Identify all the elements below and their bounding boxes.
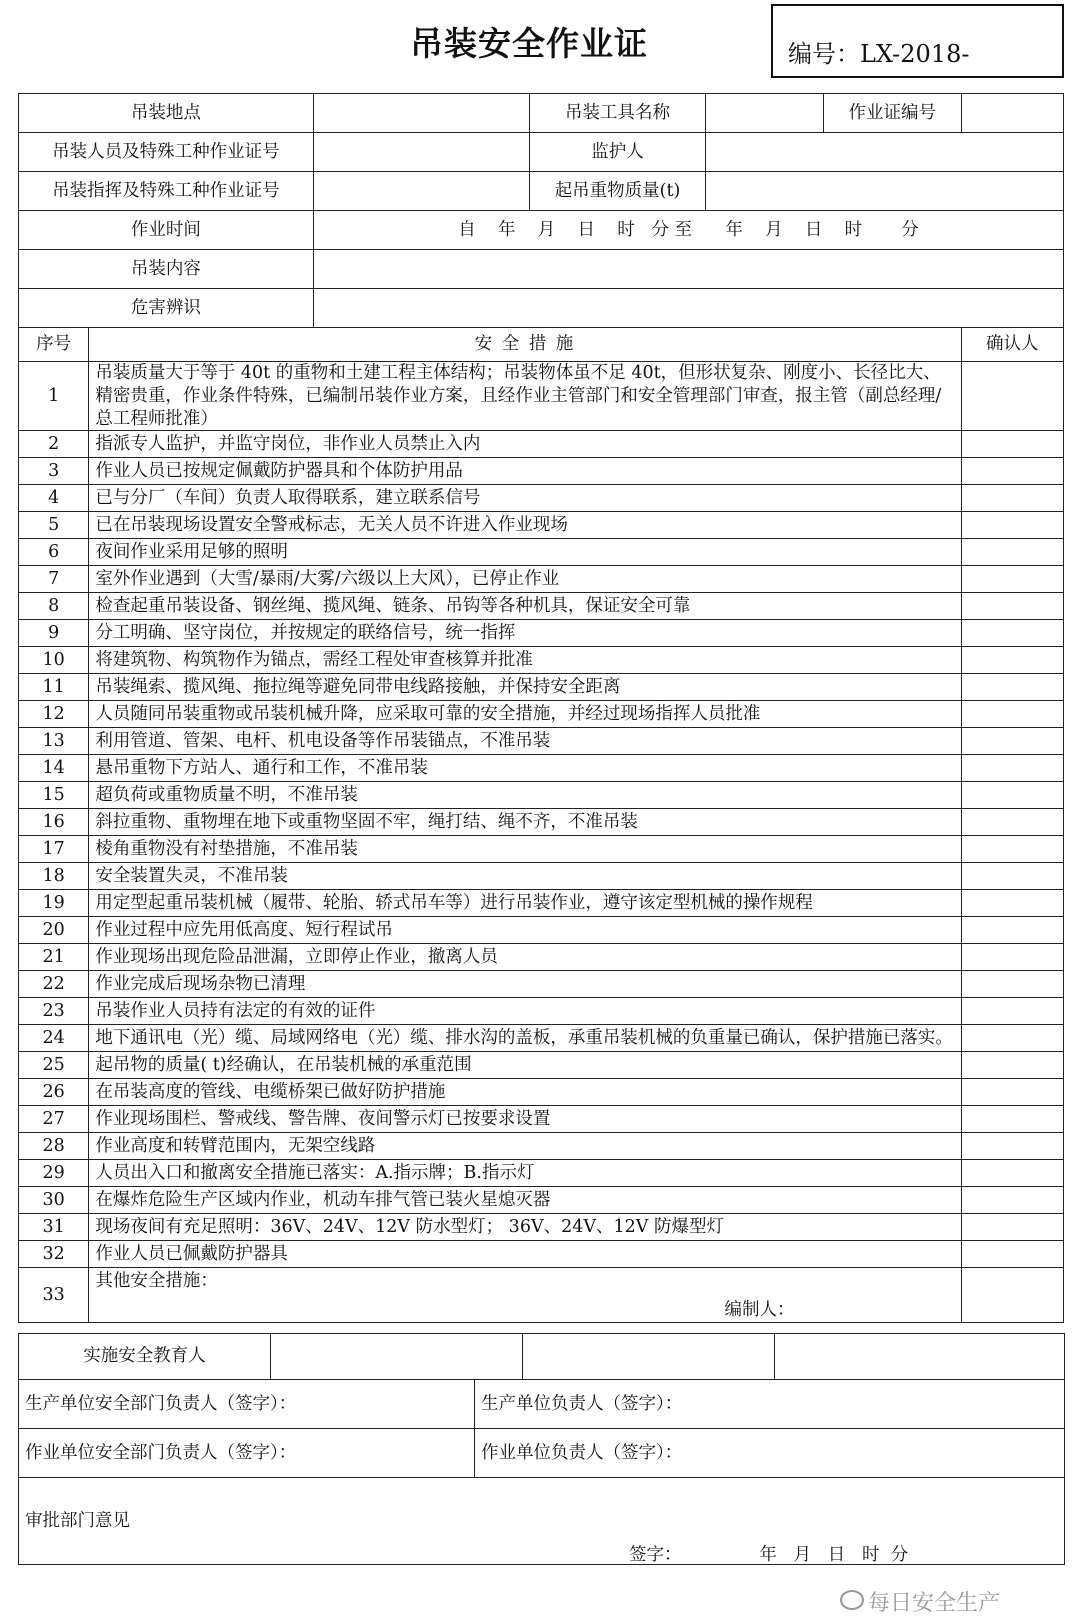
approval-field[interactable] xyxy=(19,1478,1065,1565)
row-other-measures xyxy=(19,1268,1064,1323)
measure-no: 13 xyxy=(19,728,89,755)
measure-no: 16 xyxy=(19,809,89,836)
confirm-cell[interactable] xyxy=(961,1133,1063,1160)
measure-text: 检查起重吊装设备、钢丝绳、揽风绳、链条、吊钩等各种机具，保证安全可靠 xyxy=(89,593,961,620)
confirm-cell[interactable] xyxy=(961,1106,1063,1133)
measure-text: 作业现场出现危险品泄漏，立即停止作业，撤离人员 xyxy=(89,944,961,971)
measure-row xyxy=(19,701,1064,728)
measure-text: 利用管道、管架、电杆、机电设备等作吊装锚点，不准吊装 xyxy=(89,728,961,755)
measure-no: 20 xyxy=(19,917,89,944)
measure-no: 32 xyxy=(19,1241,89,1268)
measure-no: 4 xyxy=(19,485,89,512)
measure-text: 现场夜间有充足照明：36V、24V、12V 防水型灯； 36V、24V、12V 防爆型灯 xyxy=(89,1214,961,1241)
operation-head-sign[interactable]: 作业单位负责人（签字）： xyxy=(475,1429,1065,1478)
measure-text: 地下通讯电（光）缆、局域网络电（光）缆、排水沟的盖板，承重吊装机械的负重量已确认，保护措施已落实。 xyxy=(89,1025,961,1052)
measures-header-row xyxy=(19,328,1064,362)
wechat-icon xyxy=(840,1590,864,1610)
watermark-text: 每日安全生产 xyxy=(868,1591,1001,1616)
tool-label: 吊装工具名称 xyxy=(530,94,706,133)
confirm-cell[interactable] xyxy=(961,1052,1063,1079)
measure-row xyxy=(19,863,1064,890)
other-measures-label: 其他安全措施： xyxy=(95,1271,218,1292)
measure-row xyxy=(19,1214,1064,1241)
content-label: 吊装内容 xyxy=(19,250,314,289)
measure-text: 作业人员已佩戴防护器具 xyxy=(89,1241,961,1268)
measure-row xyxy=(19,593,1064,620)
supervisor-label: 监护人 xyxy=(530,133,706,172)
confirm-cell[interactable] xyxy=(961,890,1063,917)
measure-text: 作业高度和转臂范围内，无架空线路 xyxy=(89,1133,961,1160)
measures-no-header: 序号 xyxy=(19,328,89,362)
confirm-cell[interactable] xyxy=(961,485,1063,512)
confirm-cell[interactable] xyxy=(961,863,1063,890)
measure-no: 1 xyxy=(19,362,89,431)
measure-text: 将建筑物、构筑物作为锚点，需经工程处审查核算并批准 xyxy=(89,647,961,674)
confirm-cell[interactable] xyxy=(961,836,1063,863)
confirm-cell[interactable] xyxy=(961,593,1063,620)
measure-row xyxy=(19,944,1064,971)
confirm-cell[interactable] xyxy=(961,362,1063,431)
measure-row xyxy=(19,485,1064,512)
confirm-cell[interactable] xyxy=(961,512,1063,539)
education-field-2[interactable] xyxy=(523,1334,775,1380)
measure-text: 分工明确、坚守岗位，并按规定的联络信号，统一指挥 xyxy=(89,620,961,647)
commander-field[interactable] xyxy=(313,172,529,211)
row-personnel xyxy=(19,133,1064,172)
confirm-cell[interactable] xyxy=(961,1079,1063,1106)
measure-no: 25 xyxy=(19,1052,89,1079)
measure-row xyxy=(19,917,1064,944)
measure-row xyxy=(19,728,1064,755)
measure-no: 11 xyxy=(19,674,89,701)
serial-number-box xyxy=(771,4,1064,78)
measure-no: 10 xyxy=(19,647,89,674)
row-operation-sign xyxy=(19,1429,1065,1478)
measure-no: 33 xyxy=(19,1268,89,1323)
measure-no: 6 xyxy=(19,539,89,566)
measure-row xyxy=(19,1187,1064,1214)
confirm-cell[interactable] xyxy=(961,431,1063,458)
row-hazard xyxy=(19,289,1064,328)
operation-safety-sign[interactable]: 作业单位安全部门负责人（签字）： xyxy=(19,1429,475,1478)
measure-no: 19 xyxy=(19,890,89,917)
confirm-cell[interactable] xyxy=(961,998,1063,1025)
row-production-sign xyxy=(19,1380,1065,1429)
measure-no: 23 xyxy=(19,998,89,1025)
row-commander xyxy=(19,172,1064,211)
education-table xyxy=(18,1333,1065,1380)
confirm-cell[interactable] xyxy=(961,917,1063,944)
supervisor-field[interactable] xyxy=(705,133,1063,172)
measure-row xyxy=(19,566,1064,593)
measure-row xyxy=(19,755,1064,782)
approval-sign-line: 签字： 年 月 日 时 分 xyxy=(629,1545,909,1565)
measure-no: 8 xyxy=(19,593,89,620)
site-field[interactable] xyxy=(313,94,529,133)
confirm-cell[interactable] xyxy=(961,566,1063,593)
measure-row xyxy=(19,647,1064,674)
measure-no: 5 xyxy=(19,512,89,539)
confirm-cell[interactable] xyxy=(961,971,1063,998)
measure-no: 15 xyxy=(19,782,89,809)
confirm-cell[interactable] xyxy=(961,620,1063,647)
measure-row xyxy=(19,674,1064,701)
measure-text: 在爆炸危险生产区域内作业，机动车排气管已装火星熄灭器 xyxy=(89,1187,961,1214)
content-field[interactable] xyxy=(313,250,1063,289)
measure-row xyxy=(19,1106,1064,1133)
measure-row xyxy=(19,458,1064,485)
measure-text: 悬吊重物下方站人、通行和工作，不准吊装 xyxy=(89,755,961,782)
measure-row xyxy=(19,998,1064,1025)
measure-no: 18 xyxy=(19,863,89,890)
measure-row xyxy=(19,1160,1064,1187)
measure-text: 棱角重物没有衬垫措施，不准吊装 xyxy=(89,836,961,863)
confirm-cell[interactable] xyxy=(961,1268,1063,1323)
confirm-cell[interactable] xyxy=(961,1241,1063,1268)
measure-row xyxy=(19,836,1064,863)
measure-text: 吊装绳索、揽风绳、拖拉绳等避免同带电线路接触，并保持安全距离 xyxy=(89,674,961,701)
measure-text: 吊装质量大于等于 40t 的重物和土建工程主体结构；吊装物体虽不足 40t，但形状复杂、刚度小、长径比大、精密贵重，作业条件特殊，已编制吊装作业方案，且经作业主管部门和安全管理部门审查，报主管（副总经理/总工程师批准） xyxy=(89,362,961,431)
confirm-cell[interactable] xyxy=(961,539,1063,566)
measure-no: 26 xyxy=(19,1079,89,1106)
measures-header: 安 全 措 施 xyxy=(89,328,961,362)
measure-text: 人员出入口和撤离安全措施已落实：A.指示牌；B.指示灯 xyxy=(89,1160,961,1187)
measure-text: 已在吊装现场设置安全警戒标志，无关人员不许进入作业现场 xyxy=(89,512,961,539)
time-label: 作业时间 xyxy=(19,211,314,250)
measure-no: 3 xyxy=(19,458,89,485)
measure-text: 在吊装高度的管线、电缆桥架已做好防护措施 xyxy=(89,1079,961,1106)
measure-row xyxy=(19,539,1064,566)
measure-no: 2 xyxy=(19,431,89,458)
measure-row xyxy=(19,431,1064,458)
confirm-cell[interactable] xyxy=(961,809,1063,836)
measure-text: 超负荷或重物质量不明，不准吊装 xyxy=(89,782,961,809)
measure-no: 7 xyxy=(19,566,89,593)
measure-no: 28 xyxy=(19,1133,89,1160)
measure-no: 30 xyxy=(19,1187,89,1214)
confirm-cell[interactable] xyxy=(961,647,1063,674)
confirm-cell[interactable] xyxy=(961,1025,1063,1052)
measure-no: 12 xyxy=(19,701,89,728)
confirm-cell[interactable] xyxy=(961,1160,1063,1187)
row-approval xyxy=(19,1478,1065,1565)
measure-text: 作业现场围栏、警戒线、警告牌、夜间警示灯已按要求设置 xyxy=(89,1106,961,1133)
measure-text: 指派专人监护，并监守岗位，非作业人员禁止入内 xyxy=(89,431,961,458)
measure-text: 斜拉重物、重物埋在地下或重物坚固不牢，绳打结、绳不齐，不准吊装 xyxy=(89,809,961,836)
confirm-cell[interactable] xyxy=(961,701,1063,728)
signature-table xyxy=(18,1379,1065,1565)
confirm-cell[interactable] xyxy=(961,728,1063,755)
measure-row xyxy=(19,1133,1064,1160)
other-measures-field[interactable] xyxy=(89,1268,961,1323)
measure-no: 9 xyxy=(19,620,89,647)
personnel-label: 吊装人员及特殊工种作业证号 xyxy=(19,133,314,172)
education-label: 实施安全教育人 xyxy=(19,1334,271,1380)
permit-form-table xyxy=(18,93,1064,1323)
confirm-cell[interactable] xyxy=(961,458,1063,485)
weight-label: 起吊重物质量(t) xyxy=(530,172,706,211)
confirm-cell[interactable] xyxy=(961,944,1063,971)
education-field-1[interactable] xyxy=(271,1334,523,1380)
measure-row xyxy=(19,809,1064,836)
measure-text: 作业人员已按规定佩戴防护器具和个体防护用品 xyxy=(89,458,961,485)
site-label: 吊装地点 xyxy=(19,94,314,133)
confirm-cell[interactable] xyxy=(961,782,1063,809)
measure-no: 24 xyxy=(19,1025,89,1052)
measure-text: 作业完成后现场杂物已清理 xyxy=(89,971,961,998)
measure-row xyxy=(19,782,1064,809)
measure-row xyxy=(19,362,1064,431)
measure-text: 吊装作业人员持有法定的有效的证件 xyxy=(89,998,961,1025)
measure-no: 17 xyxy=(19,836,89,863)
permit-no-label: 作业证编号 xyxy=(823,94,961,133)
confirm-cell[interactable] xyxy=(961,674,1063,701)
production-safety-sign[interactable]: 生产单位安全部门负责人（签字）： xyxy=(19,1380,475,1429)
measure-row xyxy=(19,512,1064,539)
tool-field[interactable] xyxy=(705,94,823,133)
confirm-cell[interactable] xyxy=(961,1187,1063,1214)
hazard-field[interactable] xyxy=(313,289,1063,328)
row-content xyxy=(19,250,1064,289)
permit-no-field[interactable] xyxy=(961,94,1063,133)
confirm-cell[interactable] xyxy=(961,755,1063,782)
measures-list xyxy=(19,362,1064,1268)
measure-no: 31 xyxy=(19,1214,89,1241)
measure-row xyxy=(19,971,1064,998)
measure-text: 室外作业遇到（大雪/暴雨/大雾/六级以上大风），已停止作业 xyxy=(89,566,961,593)
form-title: 吊装安全作业证 xyxy=(410,24,648,63)
measure-row xyxy=(19,890,1064,917)
measure-text: 安全装置失灵，不准吊装 xyxy=(89,863,961,890)
measure-text: 已与分厂（车间）负责人取得联系，建立联系信号 xyxy=(89,485,961,512)
measure-text: 用定型起重吊装机械（履带、轮胎、轿式吊车等）进行吊装作业，遵守该定型机械的操作规程 xyxy=(89,890,961,917)
confirm-header: 确认人 xyxy=(961,328,1063,362)
measure-row xyxy=(19,1241,1064,1268)
row-education xyxy=(19,1334,1065,1380)
commander-label: 吊装指挥及特殊工种作业证号 xyxy=(19,172,314,211)
measure-no: 27 xyxy=(19,1106,89,1133)
approval-label: 审批部门意见 xyxy=(25,1510,130,1531)
education-field-3[interactable] xyxy=(775,1334,1065,1380)
measure-text: 作业过程中应先用低高度、短行程试吊 xyxy=(89,917,961,944)
measure-text: 起吊物的质量( t)经确认，在吊装机械的承重范围 xyxy=(89,1052,961,1079)
measure-no: 21 xyxy=(19,944,89,971)
weight-field[interactable] xyxy=(705,172,1063,211)
personnel-field[interactable] xyxy=(313,133,529,172)
measure-text: 人员随同吊装重物或吊装机械升降，应采取可靠的安全措施，并经过现场指挥人员批准 xyxy=(89,701,961,728)
confirm-cell[interactable] xyxy=(961,1214,1063,1241)
time-field[interactable]: 自 年 月 日 时 分 至 年 月 日 时 分 xyxy=(313,211,1063,250)
measure-row xyxy=(19,620,1064,647)
serial-number: 编号：LX-2018- xyxy=(788,40,970,68)
measure-no: 14 xyxy=(19,755,89,782)
measure-text: 夜间作业采用足够的照明 xyxy=(89,539,961,566)
measure-row xyxy=(19,1025,1064,1052)
measure-no: 29 xyxy=(19,1160,89,1187)
production-head-sign[interactable]: 生产单位负责人（签字）： xyxy=(475,1380,1065,1429)
row-site xyxy=(19,94,1064,133)
row-time xyxy=(19,211,1064,250)
measure-row xyxy=(19,1079,1064,1106)
measure-no: 22 xyxy=(19,971,89,998)
writer-label: 编制人： xyxy=(724,1300,795,1320)
measure-row xyxy=(19,1052,1064,1079)
hazard-label: 危害辨识 xyxy=(19,289,314,328)
